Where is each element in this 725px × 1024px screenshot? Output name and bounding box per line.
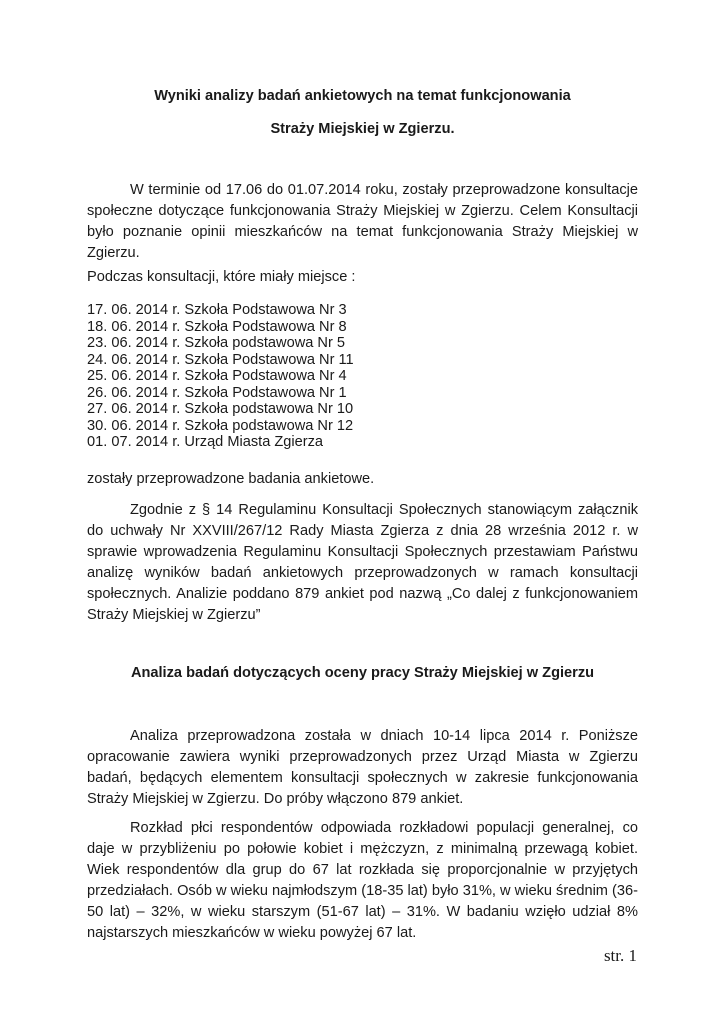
intro-paragraph-4: Zgodnie z § 14 Regulaminu Konsultacji Społecznych stanowiącym załącznik do uchwały Nr XXVIII/267/12 Rady Miasta Zgierza z dnia 28 września 2012 r. w sprawie wprowadzenia Regulaminu Konsultacji Społecznych przestawiam Państwu analizę wyników badań ankietowych przeprowadzonych w ramach konsultacji społecznych. Analizie poddano 879 ankiet pod nazwą „Co dalej z funkcjonowaniem Straży Miejskiej w Zgierzu”	[87, 502, 638, 623]
intro-paragraph-3: zostały przeprowadzone badania ankietowe.	[87, 471, 375, 487]
page-number: str. 1	[603, 946, 637, 965]
list-item: 17. 06. 2014 r. Szkoła Podstawowa Nr 3	[87, 302, 347, 318]
intro-paragraph-1: W terminie od 17.06 do 01.07.2014 roku, zostały przeprowadzone konsultacje społeczne dotyczące funkcjonowania Straży Miejskiej w Zgierzu. Celem Konsultacji było poznanie opinii mieszkańców na temat funkcjonowania Straży Miejskiej w Zgierzu.	[87, 182, 638, 261]
list-item: 30. 06. 2014 r. Szkoła podstawowa Nr 12	[87, 417, 354, 434]
analysis-paragraph-2: Rozkład płci respondentów odpowiada rozkładowi populacji generalnej, co daje w przybliżeniu po połowie kobiet i mężczyzn, z minimalną przewagą kobiet. Wiek respondentów dla grup do 67 lat rozkłada się proporcjonalnie w przyjętych przedziałach. Osób w wieku najmłodszym (18-35 lat) było 31%, w wieku średnim (36-50 lat) – 32%, w wieku starszym (51-67 lat) – 31%. W badaniu wzięło udział 8% najstarszych mieszkańców w wieku powyżej 67 lat.	[87, 820, 638, 941]
list-item: 27. 06. 2014 r. Szkoła podstawowa Nr 10	[87, 401, 354, 417]
list-item: 18. 06. 2014 r. Szkoła Podstawowa Nr 8	[87, 318, 347, 335]
document-title-line2: Straży Miejskiej w Zgierzu.	[270, 121, 455, 137]
list-item: 26. 06. 2014 r. Szkoła Podstawowa Nr 1	[87, 384, 347, 401]
analysis-paragraph-1: Analiza przeprowadzona została w dniach 10-14 lipca 2014 r. Poniższe opracowanie zawiera wyniki przeprowadzonych przez Urząd Miasta w Zgierzu badań, będących elementem konsultacji społecznych w zakresie funkcjonowania Straży Miejskiej w Zgierzu. Do próby włączono 879 ankiet.	[87, 728, 638, 807]
list-item: 01. 07. 2014 r. Urząd Miasta Zgierza	[87, 434, 324, 450]
document-title-line1: Wyniki analizy badań ankietowych na temat funkcjonowania	[154, 88, 571, 104]
consultation-locations-list	[87, 302, 638, 451]
analysis-heading: Analiza badań dotyczących oceny pracy Straży Miejskiej w Zgierzu	[130, 665, 595, 681]
list-item: 24. 06. 2014 r. Szkoła Podstawowa Nr 11	[87, 351, 354, 368]
list-item: 23. 06. 2014 r. Szkoła podstawowa Nr 5	[87, 335, 345, 351]
intro-paragraph-2: Podczas konsultacji, które miały miejsce :	[87, 269, 356, 285]
list-item: 25. 06. 2014 r. Szkoła Podstawowa Nr 4	[87, 368, 347, 384]
